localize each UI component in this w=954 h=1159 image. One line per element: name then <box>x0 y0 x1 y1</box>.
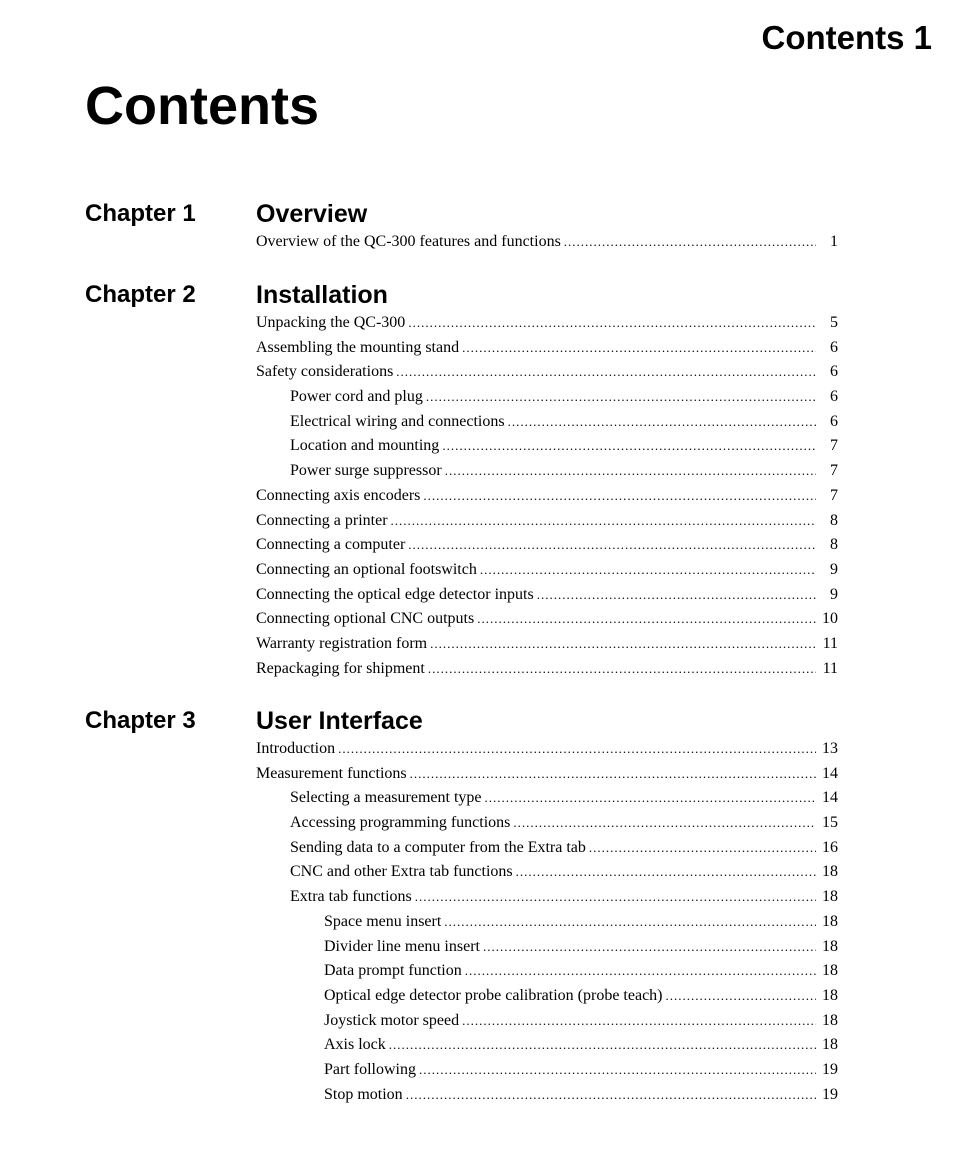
toc-page-number: 18 <box>822 986 838 1004</box>
dot-leader <box>426 385 816 410</box>
toc-entry[interactable] <box>256 1009 838 1034</box>
toc-entry[interactable] <box>256 336 838 361</box>
dot-leader <box>430 632 816 657</box>
toc-page-number: 7 <box>830 462 838 480</box>
toc-entry[interactable] <box>256 811 838 836</box>
toc-entry-text: Location and mounting <box>290 434 442 459</box>
toc-page-number: 9 <box>830 585 838 603</box>
dot-leader <box>516 860 816 885</box>
dot-leader <box>442 434 816 459</box>
toc-page-number: 18 <box>822 888 838 906</box>
toc-entry[interactable] <box>256 657 838 682</box>
toc-entry-text: Power surge suppressor <box>290 459 445 484</box>
toc-page-number: 19 <box>822 1085 838 1103</box>
toc-entry-text: Warranty registration form <box>256 632 430 657</box>
toc-page-number: 18 <box>822 912 838 930</box>
toc-page-number: 18 <box>822 1036 838 1054</box>
dot-leader <box>589 836 816 861</box>
toc-entry-text: Safety considerations <box>256 360 396 385</box>
dot-leader <box>508 410 816 435</box>
toc-entry[interactable] <box>256 558 838 583</box>
toc-page-number: 18 <box>822 962 838 980</box>
toc-entry-text: Stop motion <box>324 1083 406 1108</box>
toc-entry-text: Divider line menu insert <box>324 935 483 960</box>
toc-page-number: 7 <box>830 486 838 504</box>
toc-page-number: 18 <box>822 863 838 881</box>
toc-entry[interactable] <box>256 385 838 410</box>
dot-leader <box>537 583 816 608</box>
toc-page-number: 8 <box>830 511 838 529</box>
toc-page-number: 6 <box>830 363 838 381</box>
toc-entry-text: CNC and other Extra tab functions <box>290 860 516 885</box>
chapter-label: Chapter 3 <box>85 707 196 734</box>
toc-entry[interactable] <box>256 737 838 762</box>
toc-entry[interactable] <box>256 434 838 459</box>
toc-entry[interactable] <box>256 885 838 910</box>
toc-entry[interactable] <box>256 1058 838 1083</box>
toc-page-number: 5 <box>830 314 838 331</box>
toc-page-number: 8 <box>830 536 838 554</box>
dot-leader <box>396 360 816 385</box>
dot-leader <box>408 533 816 558</box>
dot-leader <box>666 984 817 1009</box>
toc-page-number: 11 <box>822 634 838 652</box>
toc-entry-text: Connecting a printer <box>256 509 391 534</box>
toc-page-number: 10 <box>822 610 838 628</box>
toc-entry-text: Power cord and plug <box>290 385 426 410</box>
toc-entry[interactable] <box>256 632 838 657</box>
toc-entry[interactable] <box>256 459 838 484</box>
toc-entry-text: Connecting the optical edge detector inputs <box>256 583 537 608</box>
toc-entry-text: Space menu insert <box>324 910 444 935</box>
toc-page-number: 14 <box>822 789 838 807</box>
toc-entry[interactable] <box>256 509 838 534</box>
toc-entry-text: Joystick motor speed <box>324 1009 462 1034</box>
running-head: Contents 1 <box>761 19 932 56</box>
toc-entry-text: Electrical wiring and connections <box>290 410 508 435</box>
toc-entry-text: Selecting a measurement type <box>290 786 484 811</box>
toc-entry[interactable] <box>256 1033 838 1058</box>
toc-entry[interactable] <box>256 984 838 1009</box>
dot-leader <box>423 484 816 509</box>
toc-entry-text: Optical edge detector probe calibration (probe teach) <box>324 984 666 1009</box>
chapter-label: Chapter 2 <box>85 281 196 308</box>
dot-leader <box>484 786 816 811</box>
dot-leader <box>480 558 816 583</box>
toc-page-number: 15 <box>822 814 838 832</box>
dot-leader <box>391 509 816 534</box>
toc-entry-text: Connecting an optional footswitch <box>256 558 480 583</box>
toc-list <box>256 737 838 1107</box>
toc-entry[interactable] <box>256 860 838 885</box>
toc-page-number: 18 <box>822 937 838 955</box>
toc-page-number: 16 <box>822 838 838 856</box>
toc-entry[interactable] <box>256 360 838 385</box>
toc-entry[interactable] <box>256 311 838 336</box>
toc-page-number: 7 <box>830 437 838 455</box>
dot-leader <box>483 935 816 960</box>
dot-leader <box>513 811 816 836</box>
toc-entry-text: Accessing programming functions <box>290 811 513 836</box>
toc-entry[interactable] <box>256 910 838 935</box>
toc-entry[interactable] <box>256 1083 838 1108</box>
toc-page-number: 13 <box>822 740 838 757</box>
toc-entry-text: Sending data to a computer from the Extra tab <box>290 836 589 861</box>
toc-entry[interactable] <box>256 484 838 509</box>
toc-page-number: 6 <box>830 412 838 430</box>
toc-entry-text: Overview of the QC-300 features and functions <box>256 230 564 255</box>
toc-list <box>256 230 838 255</box>
toc-entry[interactable] <box>256 762 838 787</box>
dot-leader <box>428 657 816 682</box>
dot-leader <box>410 762 816 787</box>
toc-entry[interactable] <box>256 786 838 811</box>
toc-entry[interactable] <box>256 230 838 255</box>
dot-leader <box>419 1058 816 1083</box>
toc-entry-text: Unpacking the QC-300 <box>256 311 408 336</box>
toc-entry[interactable] <box>256 935 838 960</box>
toc-entry-text: Repackaging for shipment <box>256 657 428 682</box>
toc-entry-text: Extra tab functions <box>290 885 415 910</box>
toc-entry-text: Axis lock <box>324 1033 389 1058</box>
page-title: Contents <box>85 76 319 136</box>
toc-entry-text: Data prompt function <box>324 959 465 984</box>
toc-entry-text: Connecting axis encoders <box>256 484 423 509</box>
toc-entry-text: Connecting optional CNC outputs <box>256 607 477 632</box>
chapter-title: User Interface <box>256 707 423 735</box>
chapter-title: Installation <box>256 281 388 309</box>
toc-page-number: 11 <box>822 659 838 677</box>
toc-entry[interactable] <box>256 836 838 861</box>
dot-leader <box>564 230 816 255</box>
toc-entry[interactable] <box>256 533 838 558</box>
chapter-title: Overview <box>256 200 368 228</box>
dot-leader <box>462 336 816 361</box>
dot-leader <box>389 1033 816 1058</box>
toc-entry-text: Measurement functions <box>256 762 410 787</box>
dot-leader <box>415 885 816 910</box>
dot-leader <box>465 959 816 984</box>
toc-page-number: 9 <box>830 560 838 578</box>
toc-entry[interactable] <box>256 959 838 984</box>
toc-page-number: 18 <box>822 1011 838 1029</box>
dot-leader <box>406 1083 816 1108</box>
toc-entry[interactable] <box>256 410 838 435</box>
toc-list <box>256 311 838 681</box>
chapter-label: Chapter 1 <box>85 200 196 227</box>
toc-entry-text: Assembling the mounting stand <box>256 336 462 361</box>
toc-entry-text: Part following <box>324 1058 419 1083</box>
toc-page-number: 19 <box>822 1060 838 1078</box>
toc-page-number: 14 <box>822 764 838 782</box>
dot-leader <box>408 311 816 336</box>
dot-leader <box>338 737 816 762</box>
toc-page-number: 6 <box>830 388 838 406</box>
dot-leader <box>477 607 816 632</box>
toc-page-number: 6 <box>830 338 838 356</box>
toc-page-number: 1 <box>830 233 838 250</box>
toc-entry-text: Connecting a computer <box>256 533 408 558</box>
dot-leader <box>445 459 816 484</box>
dot-leader <box>462 1009 816 1034</box>
toc-entry[interactable] <box>256 583 838 608</box>
dot-leader <box>444 910 816 935</box>
toc-entry-text: Introduction <box>256 737 338 762</box>
toc-entry[interactable] <box>256 607 838 632</box>
